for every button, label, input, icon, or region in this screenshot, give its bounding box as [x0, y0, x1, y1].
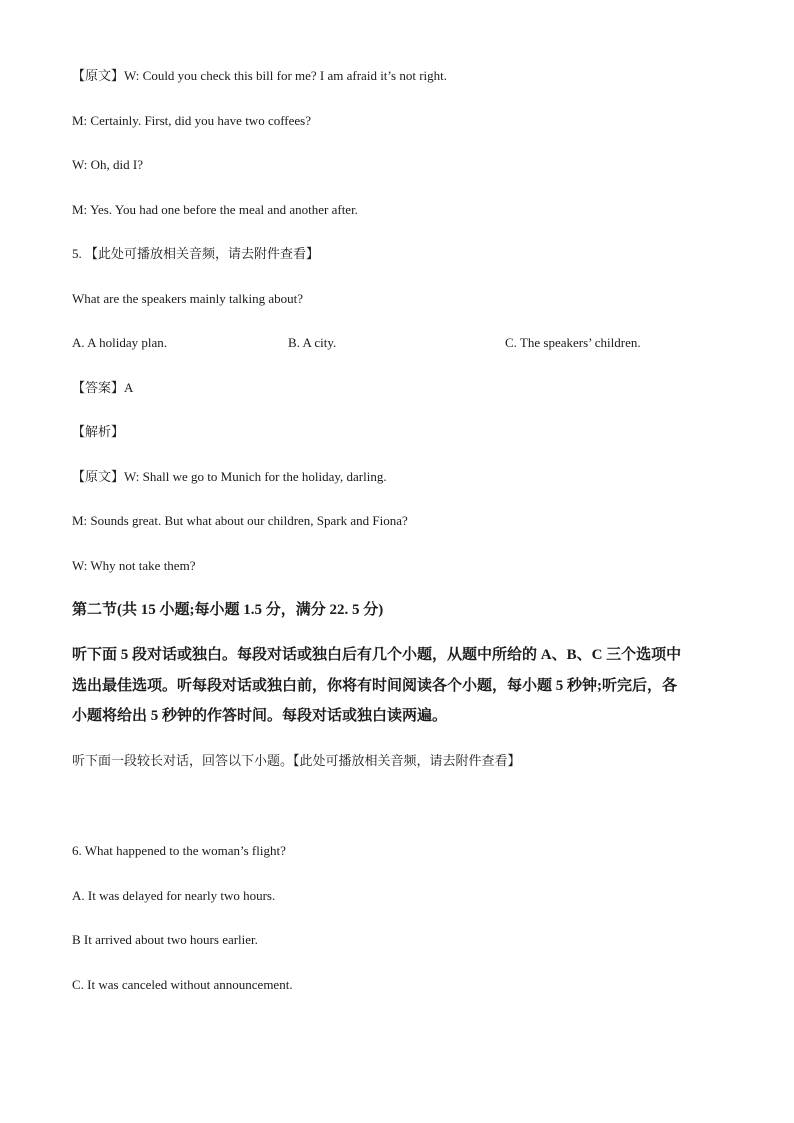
instruction-line: 选出最佳选项。听每段对话或独白前，你将有时间阅读各个小题，每小题 5 秒钟;听完后，各	[72, 678, 677, 694]
transcript-line: 【原文】W: Shall we go to Munich for the holiday, darling.	[72, 469, 387, 484]
listening-prompt: 听下面一段较长对话，回答以下小题。【此处可播放相关音频，请去附件查看】	[72, 753, 521, 768]
transcript-line: M: Sounds great. But what about our children, Spark and Fiona?	[72, 513, 408, 528]
option-c: C. It was canceled without announcement.	[72, 977, 293, 992]
instruction-line: 听下面 5 段对话或独白。每段对话或独白后有几个小题，从题中所给的 A、B、C 三个选项中	[72, 647, 682, 663]
question-5-stem: 5. 【此处可播放相关音频，请去附件查看】	[72, 246, 320, 261]
option-a: A. A holiday plan.	[72, 335, 167, 350]
transcript-line: W: Why not take them?	[72, 558, 196, 573]
instruction-line: 小题将给出 5 秒钟的作答时间。每段对话或独白读两遍。	[72, 708, 448, 724]
question-6-text: 6. What happened to the woman’s flight?	[72, 843, 286, 858]
dialogue-line: 【原文】W: Could you check this bill for me? I am afraid it’s not right.	[72, 68, 448, 83]
dialogue-line: W: Oh, did I?	[72, 157, 143, 172]
analysis-label: 【解析】	[72, 424, 125, 439]
option-c: C. The speakers’ children.	[505, 335, 641, 350]
dialogue-line: M: Certainly. First, did you have two coffees?	[72, 113, 312, 128]
question-5-text: What are the speakers mainly talking about?	[72, 291, 304, 306]
option-a: A. It was delayed for nearly two hours.	[72, 888, 276, 903]
answer-label: 【答案】A	[72, 380, 134, 395]
section-heading: 第二节(共 15 小题;每小题 1.5 分，满分 22. 5 分)	[72, 602, 384, 618]
option-b: B. A city.	[288, 335, 337, 350]
option-b: B It arrived about two hours earlier.	[72, 932, 258, 947]
dialogue-line: M: Yes. You had one before the meal and another after.	[72, 202, 358, 217]
